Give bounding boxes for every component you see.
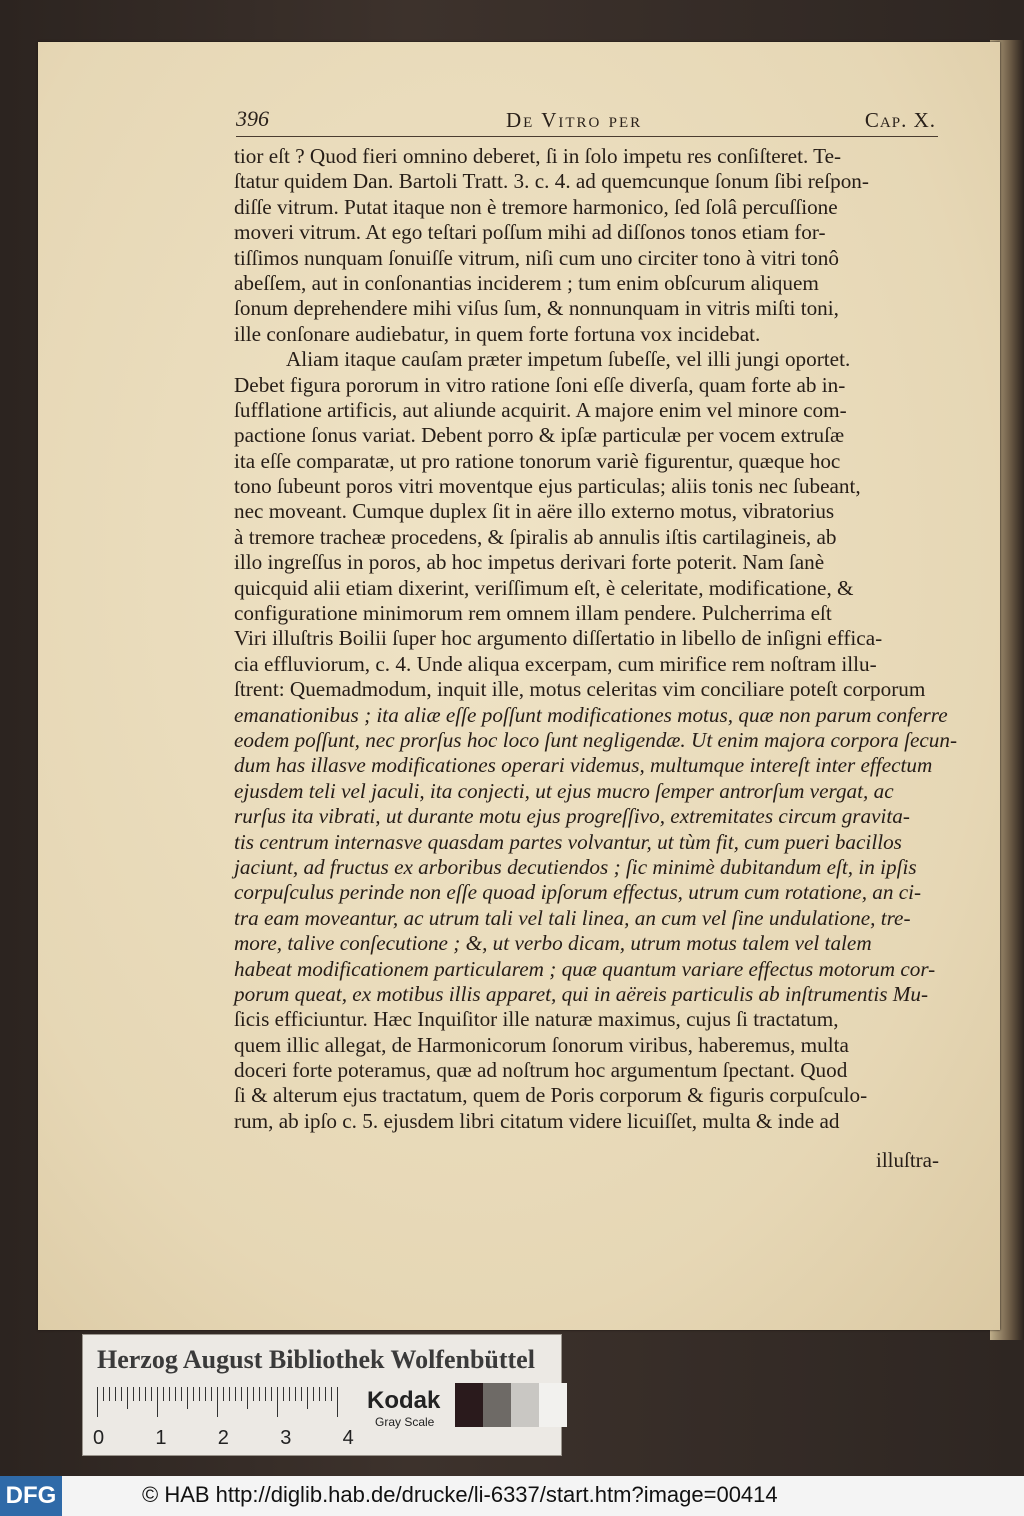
- text-line: rum, ab ipſo c. 5. ejusdem libri citatum videre licuiſſet, multa & inde ad: [234, 1108, 840, 1133]
- ruler-tick: [169, 1387, 170, 1401]
- text-line: configuratione minimorum rem omnem illam pendere. Pulcherrima eſt: [234, 601, 832, 626]
- text-line: nec moveant. Cumque duplex ſit in aëre illo externo motus, vibratorius: [234, 499, 835, 524]
- ruler-tick: [115, 1387, 116, 1401]
- text-line: moveri vitrum. At ego teſtari poſſum mihi ad diſſonos tonos etiam for-: [234, 220, 826, 245]
- ruler-tick: [271, 1387, 272, 1401]
- gray-swatch: [455, 1383, 483, 1427]
- ruler-tick: [331, 1387, 332, 1401]
- chapter-label: Cap. X.: [864, 108, 936, 132]
- text-line: emanationibus ; ita aliæ eſſe poſſunt modificationes motus, quæ non parum conferre: [234, 702, 948, 727]
- text-line: rurſus ita vibrati, ut durante motu ejus progreſſivo, extremitates circum gravita-: [234, 804, 910, 829]
- ruler-tick: [109, 1387, 110, 1401]
- ruler-tick: [253, 1387, 254, 1401]
- text-line: quicquid alii etiam dixerint, veriſſimum eſt, è celeritate, modificatione, &: [234, 575, 854, 600]
- body-text: [234, 144, 956, 1134]
- text-line: corpuſculus perinde non eſſe quoad ipſorum effectus, utrum cum rotatione, an ci-: [234, 880, 922, 905]
- ruler-tick: [313, 1387, 314, 1401]
- ruler-tick: [217, 1387, 218, 1417]
- page-number: 396: [236, 106, 269, 131]
- ruler-number: 0: [93, 1427, 105, 1449]
- ruler-number: 1: [155, 1427, 167, 1449]
- ruler-tick: [259, 1387, 260, 1401]
- dfg-logo: DFG: [0, 1476, 62, 1516]
- text-line: diſſe vitrum. Putat itaque non è tremore harmonico, ſed ſolâ percuſſione: [234, 194, 838, 219]
- text-line: ſi & alterum ejus tractatum, quem de Poris corporum & figuris corpuſculo-: [234, 1083, 868, 1108]
- text-line: à tremore tracheæ procedens, & ſpiralis ab annulis iſtis cartilagineis, ab: [234, 524, 837, 549]
- text-line: Aliam itaque cauſam præter impetum ſubeſſe, vel illi jungi oportet.: [286, 347, 851, 372]
- ruler-number: 2: [217, 1427, 229, 1449]
- ruler-tick: [133, 1387, 134, 1401]
- ruler-number: 4: [342, 1427, 354, 1449]
- text-line: jaciunt, ad fructus ex arboribus decutiendos ; ſic minimè dubitandum eſt, in ipſis: [234, 854, 917, 879]
- library-name: Herzog August Bibliothek Wolfenbüttel: [97, 1345, 535, 1374]
- ruler-tick: [319, 1387, 320, 1401]
- kodak-logo: Kodak: [367, 1387, 441, 1414]
- text-line: ſtatur quidem Dan. Bartoli Tratt. 3. c. 4. ad quemcunque ſonum ſibi reſpon-: [234, 169, 869, 194]
- ruler-tick: [163, 1387, 164, 1401]
- ruler-tick: [223, 1387, 224, 1401]
- ruler-tick: [157, 1387, 158, 1417]
- text-line: pactione ſonus variat. Debent porro & ipſæ particulæ per vocem extruſæ: [234, 423, 845, 448]
- catchword: illuſtra-: [876, 1148, 939, 1172]
- text-line: ſonum deprehendere mihi viſus ſum, & nonnunquam in vitris miſti toni,: [234, 296, 839, 321]
- ruler-tick: [265, 1387, 266, 1401]
- ruler-tick: [211, 1387, 212, 1401]
- ruler-tick: [325, 1387, 326, 1401]
- text-line: tiſſimos nunquam ſonuiſſe vitrum, niſi cum uno circiter tono à vitri tonô: [234, 245, 839, 270]
- text-line: cia effluviorum, c. 4. Unde aliqua excerpam, cum mirifice rem noſtram illu-: [234, 651, 877, 676]
- text-line: ille conſonare audiebatur, in quem forte fortuna vox incidebat.: [234, 321, 761, 346]
- header-rule: [236, 136, 938, 137]
- text-line: abeſſem, aut in conſonantias inciderem ; tum enim obſcurum aliquem: [234, 270, 819, 295]
- ruler-tick: [199, 1387, 200, 1401]
- gray-scale-label: Gray Scale: [375, 1415, 435, 1429]
- running-title: De Vitro per: [506, 108, 643, 132]
- ruler-tick: [145, 1387, 146, 1401]
- ruler-tick: [277, 1387, 278, 1417]
- ruler-tick: [307, 1387, 308, 1409]
- color-calibration-strip: [82, 1334, 562, 1456]
- text-line: porum queat, ex motibus illis apparet, qui in aëreis particulis ab inſtrumentis Mu-: [234, 981, 929, 1006]
- ruler-tick: [337, 1387, 338, 1417]
- ruler-tick: [181, 1387, 182, 1401]
- text-line: Viri illuſtris Boilii ſuper hoc argumento diſſertatio in libello de inſigni effica-: [234, 626, 883, 651]
- ruler-tick: [193, 1387, 194, 1401]
- ruler-scale: [93, 1387, 357, 1449]
- ruler-tick: [97, 1387, 98, 1417]
- ruler-tick: [301, 1387, 302, 1401]
- ruler-tick: [103, 1387, 104, 1401]
- ruler-tick: [247, 1387, 248, 1409]
- text-line: Debet figura pororum in vitro ratione ſoni eſſe diverſa, quam forte ab in-: [234, 372, 846, 397]
- ruler-tick: [187, 1387, 188, 1409]
- text-line: dum has illasve modificationes operari videmus, multumque intereſt inter effectum: [234, 753, 933, 778]
- text-line: tono ſubeunt poros vitri moventque ejus particulas; aliis tonis nec ſubeant,: [234, 474, 861, 499]
- ruler-tick: [295, 1387, 296, 1401]
- text-line: doceri forte poteramus, quæ ad noſtrum hoc argumentum ſpectant. Quod: [234, 1058, 848, 1083]
- text-line: ejusdem teli vel jaculi, ita conjecti, ut ejus mucro ſemper antrorſum vergat, ac: [234, 778, 894, 803]
- ruler-tick: [121, 1387, 122, 1401]
- text-line: more, talive conſecutione ; &, ut verbo dicam, utrum motus talem vel talem: [234, 931, 872, 956]
- ruler-tick: [175, 1387, 176, 1401]
- text-line: eodem poſſunt, nec prorſus hoc loco ſunt negligendæ. Ut enim majora corpora ſecun-: [234, 727, 958, 752]
- copyright-link[interactable]: © HAB http://diglib.hab.de/drucke/li-6337/start.htm?image=00414: [142, 1482, 778, 1507]
- ruler-tick: [151, 1387, 152, 1401]
- ruler-tick: [289, 1387, 290, 1401]
- text-line: tra eam moveantur, ac utrum tali vel tali linea, an cum vel ſine undulatione, tre-: [234, 905, 911, 930]
- text-line: habeat modificationem particularem ; quæ quantum variare effectus motorum cor-: [234, 956, 936, 981]
- text-line: tior eſt ? Quod fieri omnino deberet, ſi in ſolo impetu res conſiſteret. Te-: [234, 144, 842, 168]
- gray-swatch: [539, 1383, 567, 1427]
- text-line: tis centrum internasve quasdam partes volvantur, ut tùm fit, cum pueri bacillos: [234, 829, 902, 854]
- ruler-tick: [127, 1387, 128, 1409]
- ruler-tick: [229, 1387, 230, 1401]
- text-line: ſtrent: Quemadmodum, inquit ille, motus celeritas vim conciliare poteſt corporum: [234, 677, 926, 702]
- ruler-number: 3: [280, 1427, 292, 1449]
- gray-swatch: [511, 1383, 539, 1427]
- ruler-tick: [205, 1387, 206, 1401]
- running-header: [236, 106, 936, 138]
- text-line: ſicis efficiuntur. Hæc Inquiſitor ille naturæ maximus, cujus ſi tractatum,: [234, 1007, 839, 1032]
- gray-swatch: [483, 1383, 511, 1427]
- text-line: quem illic allegat, de Harmonicorum ſonorum viribus, haberemus, multa: [234, 1032, 849, 1057]
- text-line: illo ingreſſus in poros, ab hoc impetus derivari forte poterit. Nam ſanè: [234, 550, 825, 575]
- text-line: ſufflatione artificis, aut aliunde acquirit. A majore enim vel minore com-: [234, 397, 847, 422]
- footer-bar: [0, 1476, 1024, 1516]
- ruler-tick: [139, 1387, 140, 1401]
- ruler-tick: [235, 1387, 236, 1401]
- ruler-tick: [241, 1387, 242, 1401]
- text-line: ita eſſe comparatæ, ut pro ratione tonorum variè figurentur, quæque hoc: [234, 448, 841, 473]
- ruler-tick: [283, 1387, 284, 1401]
